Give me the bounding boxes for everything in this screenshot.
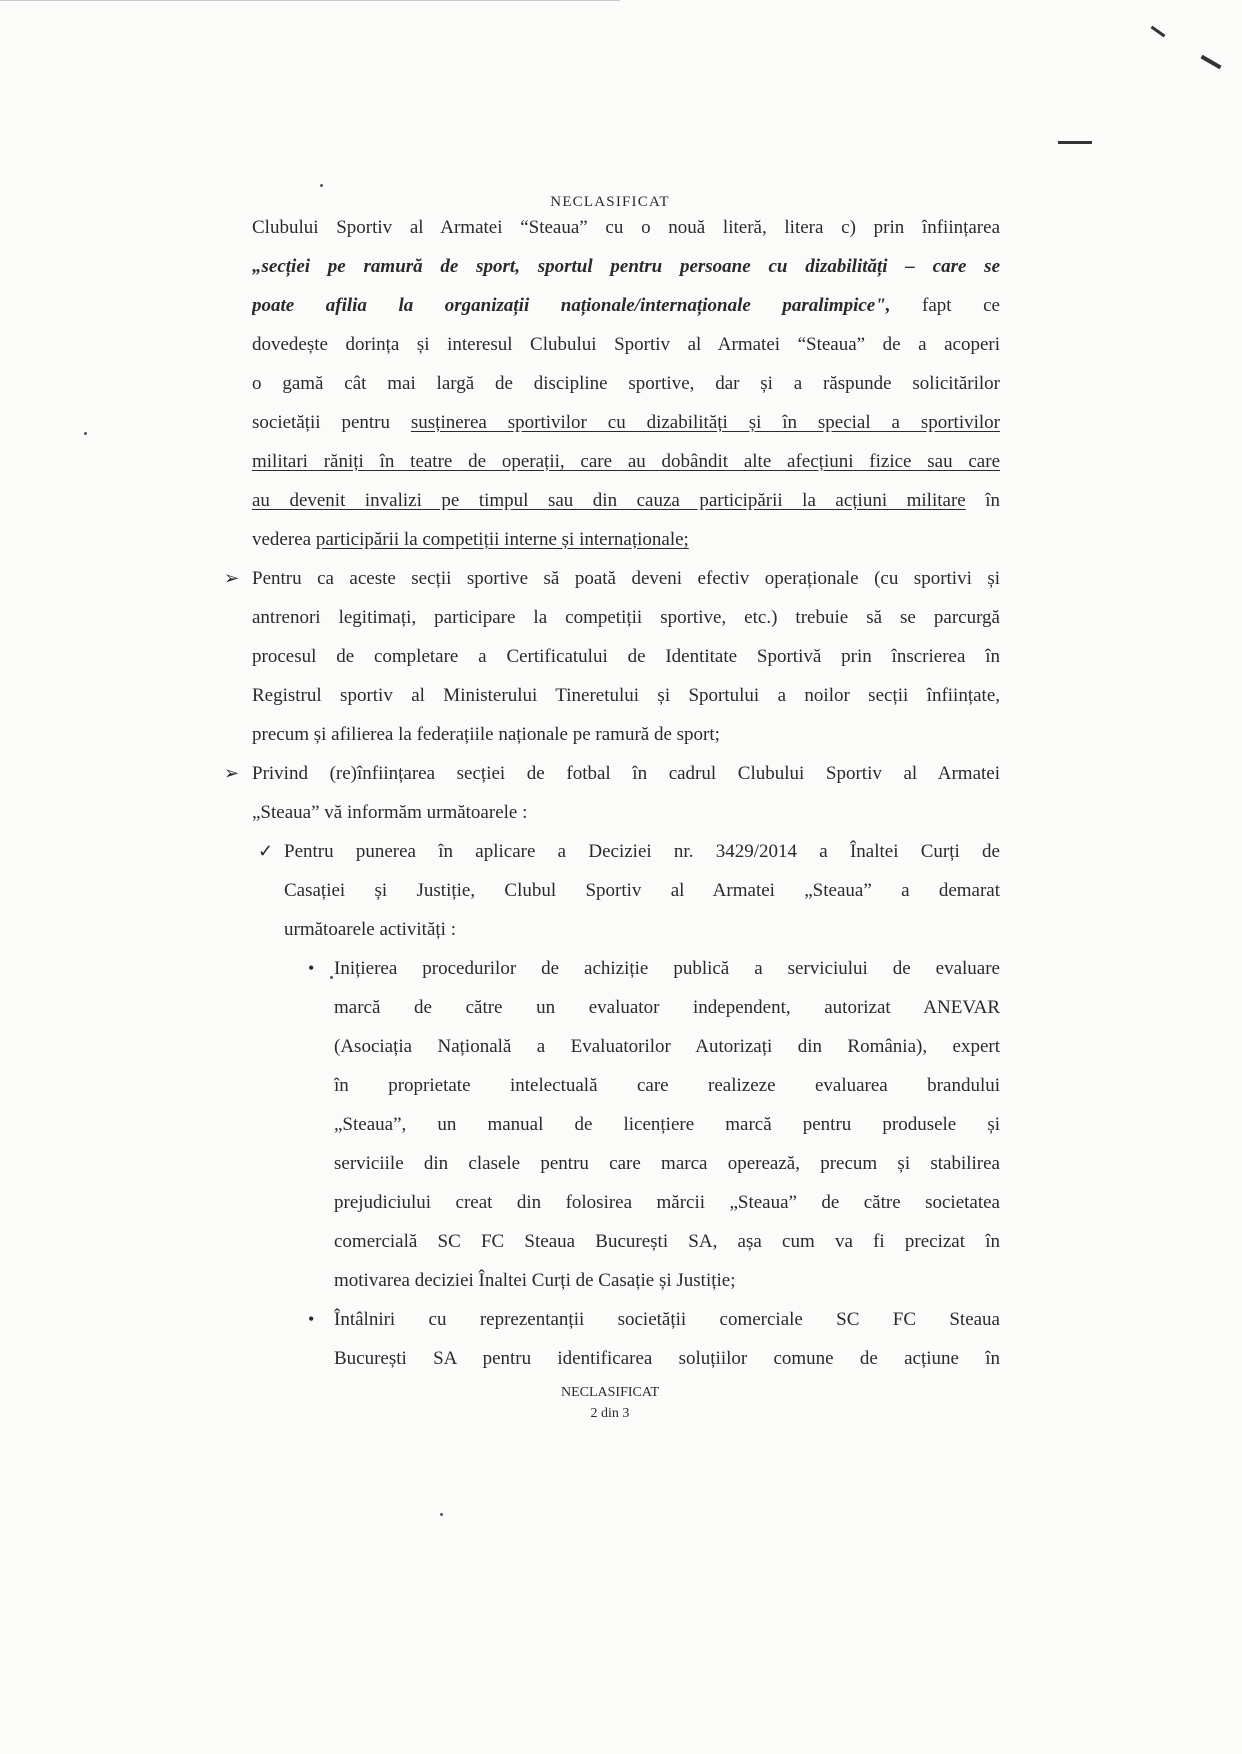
check-line-2: Casației și Justiție, Clubul Sportiv al Armatei „Steaua” a demarat xyxy=(284,880,1000,901)
intro-line-1: Clubului Sportiv al Armatei “Steaua” cu o nouă literă, litera c) prin înființarea xyxy=(252,217,1000,238)
header-classification: NECLASIFICAT xyxy=(550,194,670,210)
scan-speck xyxy=(320,184,323,187)
scan-mark-2 xyxy=(1200,55,1221,69)
intro-line-7 xyxy=(252,442,1000,481)
intro-line-2: „secției pe ramură de sport, sportul pentru persoane cu dizabilități – care se xyxy=(252,256,1000,277)
bullet-1-line-3: procesul de completare a Certificatului de Identitate Sportivă prin înscrierea în xyxy=(252,646,1000,667)
intro-line-6 xyxy=(252,403,1000,442)
intro-line-6-underlined: susținerea sportivilor cu dizabilități și în special a sportivilor xyxy=(410,412,1000,433)
bullet-1-line-1: Pentru ca aceste secții sportive să poată deveni efectiv operaționale (cu sportivi și xyxy=(252,568,1000,589)
intro-line-6-pre: societății pentru xyxy=(252,412,411,433)
arrow-bullet-icon: ➢ xyxy=(224,763,240,783)
check-line-3: următoarele activități : xyxy=(284,919,456,940)
check-item-1 xyxy=(258,832,1000,949)
intro-line-3-bold: poate afilia la organizații naționale/internaționale paralimpice", xyxy=(252,295,891,316)
dot-1-line-8: comercială SC FC Steaua București SA, așa cum va fi precizat în xyxy=(334,1231,1000,1252)
dot-item-1 xyxy=(308,949,1000,1300)
check-item-1-text xyxy=(284,832,1000,949)
intro-line-8-rest: în xyxy=(965,490,1000,511)
checkmark-icon: ✓ xyxy=(258,841,274,861)
bullet-1-line-2: antrenori legitimați, participare la competiții sportive, etc.) trebuie să se parcurgă xyxy=(252,607,1000,628)
bullet-1-line-5: precum și afilierea la federațiile naționale pe ramură de sport; xyxy=(252,724,720,745)
arrow-bullet-2 xyxy=(224,754,1000,832)
arrow-bullet-2-text xyxy=(252,754,1000,832)
arrow-bullet-1-text xyxy=(252,559,1000,754)
intro-line-3 xyxy=(252,286,1000,325)
intro-line-8 xyxy=(252,481,1000,520)
check-line-1: Pentru punerea în aplicare a Deciziei nr. 3429/2014 a Înaltei Curți de xyxy=(284,841,1000,862)
scan-mark-3 xyxy=(1058,141,1092,144)
intro-line-4: dovedește dorința și interesul Clubului Sportiv al Armatei “Steaua” de a acoperi xyxy=(252,334,1000,355)
intro-line-9-underlined: participării la competiții interne și internaționale; xyxy=(315,529,689,550)
dot-2-line-1: Întâlniri cu reprezentanții societății comerciale SC FC Steaua xyxy=(334,1309,1000,1330)
dot-2-line-2: București SA pentru identificarea soluțiilor comune de acțiune în xyxy=(334,1348,1000,1369)
intro-line-5: o gamă cât mai largă de discipline sportive, dar și a răspunde solicitărilor xyxy=(252,373,1000,394)
intro-line-9 xyxy=(252,520,1000,559)
dot-1-line-9: motivarea deciziei Înaltei Curți de Casație și Justiție; xyxy=(334,1270,736,1291)
dot-1-line-2: marcă de către un evaluator independent, autorizat ANEVAR xyxy=(334,997,1000,1018)
intro-line-3-rest: fapt ce xyxy=(890,295,1000,316)
dot-1-line-4: în proprietate intelectuală care realizeze evaluarea brandului xyxy=(334,1075,1000,1096)
dot-1-line-7: prejudiciului creat din folosirea mărcii „Steaua” de către societatea xyxy=(334,1192,1000,1213)
intro-line-9-pre: vederea xyxy=(252,529,316,550)
dot-item-2-text xyxy=(334,1300,1000,1378)
dot-1-line-6: serviciile din clasele pentru care marca operează, precum și stabilirea xyxy=(334,1153,1000,1174)
intro-line-8-underlined: au devenit invalizi pe timpul sau din cauza participării la acțiuni militare xyxy=(252,490,966,511)
dot-1-line-1: Inițierea procedurilor de achiziție publică a serviciului de evaluare xyxy=(334,958,1000,979)
scan-speck xyxy=(84,432,87,435)
dot-item-1-text xyxy=(334,949,1000,1300)
dot-1-line-3: (Asociația Națională a Evaluatorilor Autorizați din România), expert xyxy=(334,1036,1000,1057)
scan-speck xyxy=(440,1513,443,1516)
footer-page-number: 2 din 3 xyxy=(590,1406,630,1421)
arrow-bullet-icon: ➢ xyxy=(224,568,240,588)
scan-edge-line xyxy=(0,0,620,1)
footer-classification: NECLASIFICAT xyxy=(560,1385,659,1400)
bullet-dot-icon: • xyxy=(308,1309,315,1329)
arrow-bullet-1 xyxy=(224,559,1000,754)
dot-1-line-5: „Steaua”, un manual de licențiere marcă pentru produsele și xyxy=(334,1114,1000,1135)
bullet-2-line-1: Privind (re)înființarea secției de fotbal în cadrul Clubului Sportiv al Armatei xyxy=(252,763,1000,784)
dot-item-2 xyxy=(308,1300,1000,1378)
document-body xyxy=(224,208,1000,1378)
scan-speck xyxy=(330,976,333,979)
intro-line-7-underlined: militari răniți în teatre de operații, care au dobândit alte afecțiuni fizice sau care xyxy=(252,451,1000,472)
bullet-dot-icon: • xyxy=(308,958,315,978)
bullet-1-line-4: Registrul sportiv al Ministerului Tineretului și Sportului a noilor secții înființate, xyxy=(252,685,1000,706)
bullet-2-line-2: „Steaua” vă informăm următoarele : xyxy=(252,802,528,823)
scan-mark-1 xyxy=(1151,26,1166,38)
